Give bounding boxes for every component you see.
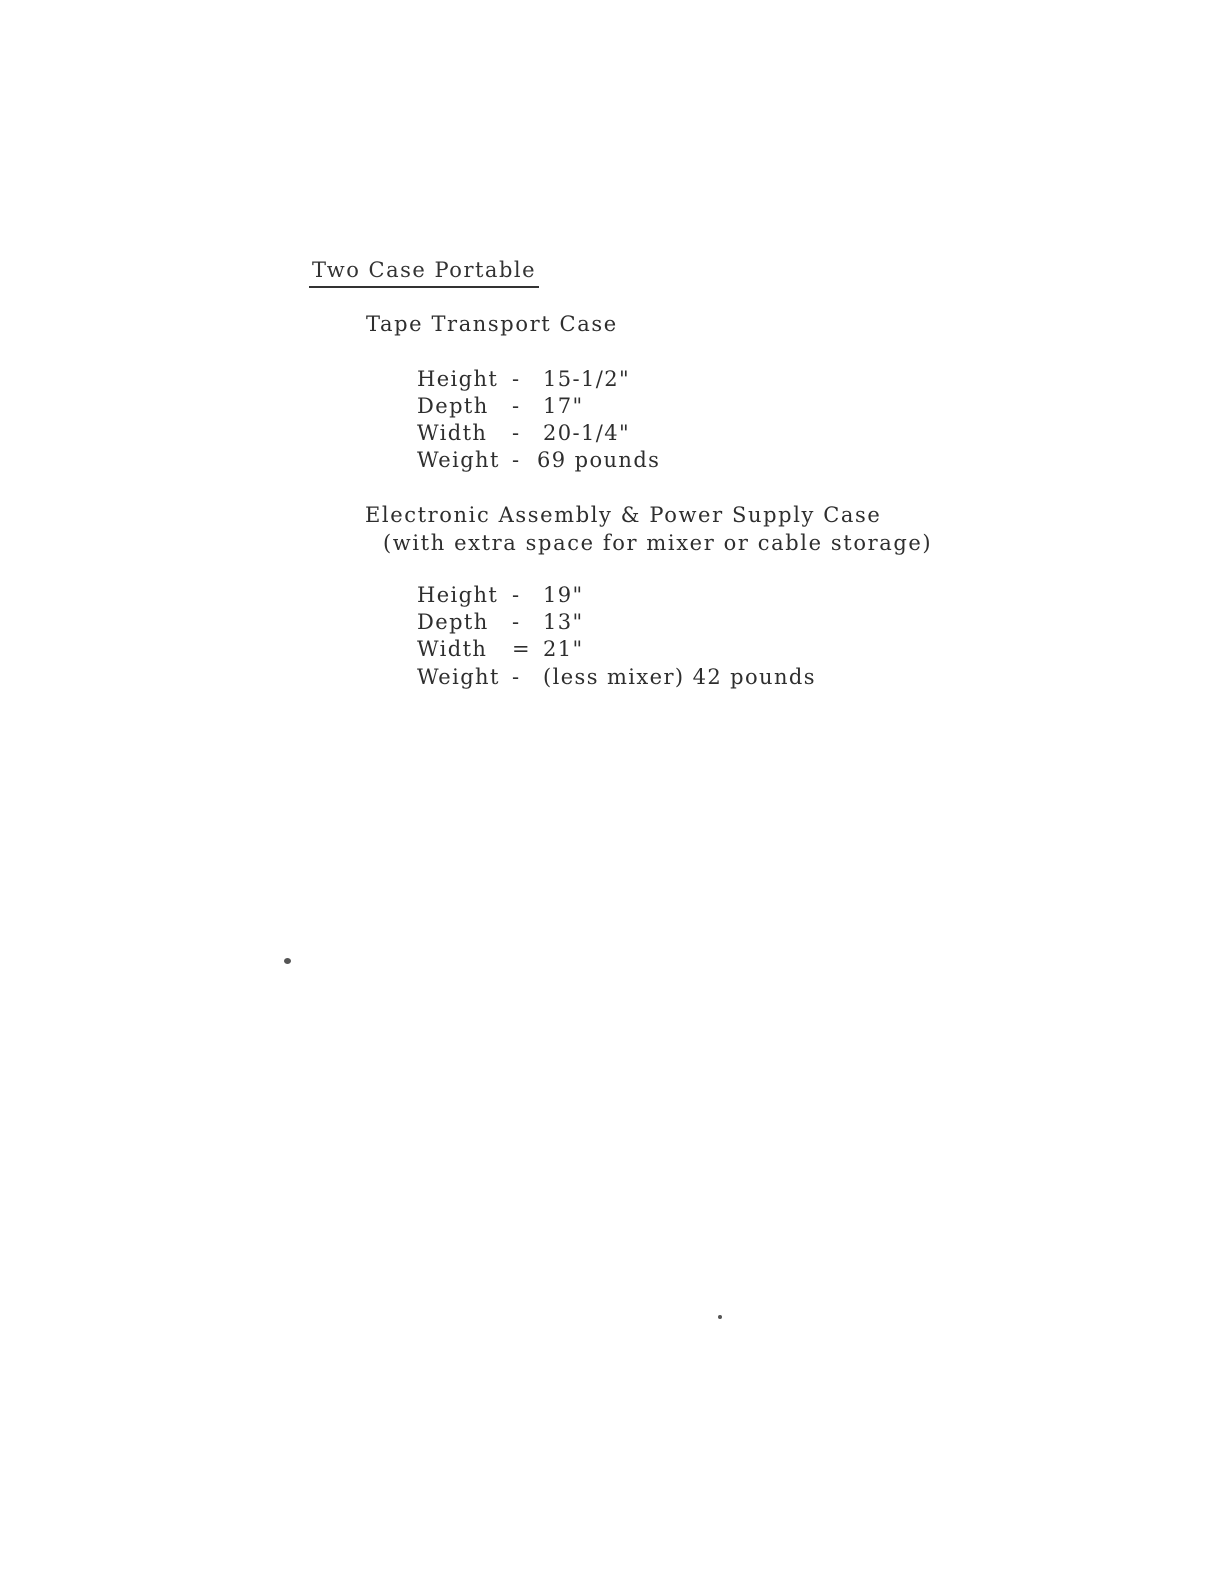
document-heading: Two Case Portable <box>312 258 537 282</box>
spec-label: Depth <box>417 610 489 634</box>
spec-label: Depth <box>417 394 489 418</box>
spec-label: Width <box>417 421 488 445</box>
spec-label: Weight <box>417 665 500 689</box>
section-note-storage: (with extra space for mixer or cable storage) <box>383 531 933 555</box>
spec-dash: - <box>512 448 521 472</box>
scan-speck <box>718 1315 722 1319</box>
spec-dash: - <box>512 394 521 418</box>
spec-value: 21" <box>543 637 584 661</box>
section-title-electronic-assembly: Electronic Assembly & Power Supply Case <box>365 503 882 527</box>
spec-label: Height <box>417 367 499 391</box>
spec-label: Height <box>417 583 499 607</box>
heading-underline <box>309 286 539 288</box>
spec-dash: - <box>512 367 521 391</box>
section-title-tape-transport: Tape Transport Case <box>366 312 618 336</box>
spec-value: 17" <box>543 394 584 418</box>
spec-dash: - <box>512 665 521 689</box>
spec-dash: = <box>512 637 531 661</box>
spec-dash: - <box>512 583 521 607</box>
spec-dash: - <box>512 421 521 445</box>
spec-label: Weight <box>417 448 500 472</box>
spec-label: Width <box>417 637 488 661</box>
spec-dash: - <box>512 610 521 634</box>
scan-speck <box>284 958 291 964</box>
spec-value: 19" <box>543 583 584 607</box>
spec-value: 13" <box>543 610 584 634</box>
spec-value: (less mixer) 42 pounds <box>543 665 816 689</box>
spec-value: 20-1/4" <box>543 421 631 445</box>
spec-value: 15-1/2" <box>543 367 631 391</box>
spec-value: 69 pounds <box>537 448 661 472</box>
